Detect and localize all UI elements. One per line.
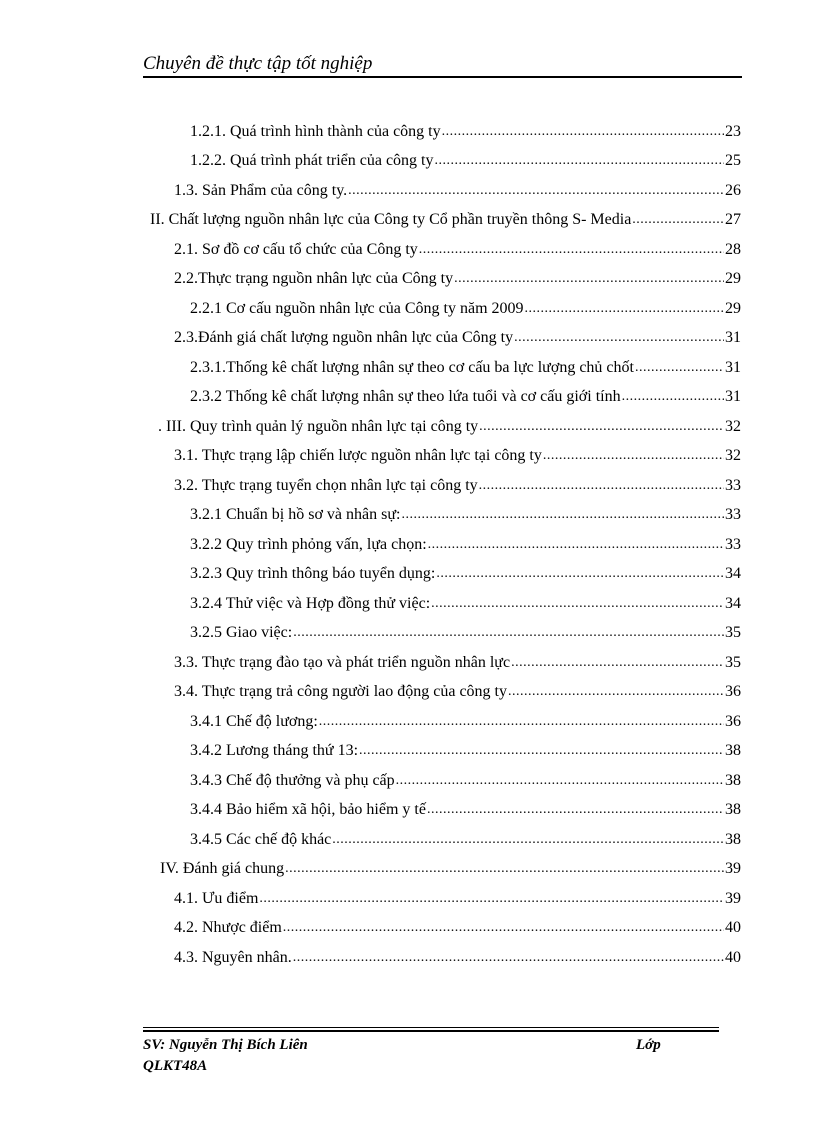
toc-dot-leader — [319, 712, 724, 732]
toc-page-number: 39 — [725, 889, 741, 907]
toc-page-number: 35 — [725, 653, 741, 671]
toc-page-number: 40 — [725, 919, 741, 937]
toc-entry-title: 1.3. Sản Phẩm của công ty. — [174, 181, 348, 199]
toc-entry[interactable] — [174, 648, 741, 678]
toc-entry-title: 1.2.2. Quá trình phát triển của công ty — [190, 152, 434, 170]
toc-dot-leader — [283, 918, 724, 938]
toc-page-number: 38 — [725, 801, 741, 819]
toc-page-number: 26 — [725, 181, 741, 199]
toc-entry-title: 1.2.1. Quá trình hình thành của công ty — [190, 122, 441, 140]
toc-entry[interactable] — [190, 619, 741, 649]
toc-entry[interactable] — [190, 825, 741, 855]
toc-entry[interactable] — [174, 265, 741, 295]
toc-dot-leader — [514, 328, 724, 348]
toc-entry-title: IV. Đánh giá chung — [160, 860, 285, 878]
toc-dot-leader — [511, 653, 724, 673]
toc-entry[interactable] — [190, 796, 741, 826]
toc-entry-title: 3.2.4 Thử việc và Hợp đồng thử việc: — [190, 594, 431, 612]
toc-entry[interactable] — [174, 471, 741, 501]
toc-entry-title: 3.1. Thực trạng lập chiến lược nguồn nhân lực tại công ty — [174, 447, 542, 465]
toc-dot-leader — [419, 240, 724, 260]
toc-entry[interactable] — [150, 206, 741, 236]
toc-page-number: 40 — [725, 948, 741, 966]
footer-class-code: QLKT48A — [143, 1058, 208, 1074]
toc-page-number: 29 — [725, 299, 741, 317]
toc-dot-leader — [435, 151, 725, 171]
toc-dot-leader — [348, 181, 724, 201]
toc-dot-leader — [396, 771, 724, 791]
toc-entry-title: 3.4.5 Các chế độ khác — [190, 830, 332, 848]
toc-dot-leader — [359, 741, 724, 761]
toc-dot-leader — [332, 830, 724, 850]
toc-page-number: 38 — [725, 771, 741, 789]
toc-entry[interactable] — [190, 147, 741, 177]
footer-student-name: SV: Nguyễn Thị Bích Liên — [143, 1037, 308, 1053]
toc-entry[interactable] — [190, 501, 741, 531]
toc-page-number: 33 — [725, 476, 741, 494]
toc-dot-leader — [293, 623, 724, 643]
toc-entry[interactable] — [174, 943, 741, 973]
toc-dot-leader — [635, 358, 724, 378]
toc-entry-title: 2.2.1 Cơ cấu nguồn nhân lực của Công ty năm 2009 — [190, 299, 524, 317]
toc-entry-title: 2.2.Thực trạng nguồn nhân lực của Công ty — [174, 270, 454, 288]
toc-dot-leader — [543, 446, 724, 466]
toc-page-number: 35 — [725, 624, 741, 642]
toc-dot-leader — [259, 889, 724, 909]
toc-entry-title: 2.3.2 Thống kê chất lượng nhân sự theo lứa tuổi và cơ cấu giới tính — [190, 388, 621, 406]
toc-page-number: 32 — [725, 417, 741, 435]
toc-entry-title: 2.1. Sơ đồ cơ cấu tổ chức của Công ty — [174, 240, 418, 258]
toc-entry[interactable] — [174, 235, 741, 265]
toc-entry-title: 3.4.1 Chế độ lương: — [190, 712, 318, 730]
toc-entry[interactable] — [174, 884, 741, 914]
toc-entry-title: II. Chất lượng nguồn nhân lực của Công ty Cổ phần truyền thông S- Media — [150, 211, 632, 229]
toc-dot-leader — [431, 594, 724, 614]
toc-entry-title: 3.2.2 Quy trình phỏng vấn, lựa chọn: — [190, 535, 427, 553]
toc-entry[interactable] — [190, 530, 741, 560]
toc-page-number: 33 — [725, 535, 741, 553]
toc-page-number: 31 — [725, 358, 741, 376]
toc-entry[interactable] — [190, 589, 741, 619]
toc-dot-leader — [479, 476, 724, 496]
toc-page-number: 39 — [725, 860, 741, 878]
toc-entry-title: 4.2. Nhược điểm — [174, 919, 282, 937]
toc-dot-leader — [436, 564, 724, 584]
toc-entry[interactable] — [174, 324, 741, 354]
toc-entry-title: 4.1. Ưu điểm — [174, 889, 259, 907]
toc-entry[interactable] — [190, 707, 741, 737]
toc-entry-title: 4.3. Nguyên nhân. — [174, 948, 292, 966]
toc-entry[interactable] — [190, 117, 741, 147]
toc-entry[interactable] — [174, 678, 741, 708]
toc-dot-leader — [442, 122, 724, 142]
toc-page-number: 23 — [725, 122, 741, 140]
toc-dot-leader — [622, 387, 724, 407]
toc-entry-title: 3.2.1 Chuẩn bị hồ sơ và nhân sự: — [190, 506, 401, 524]
toc-page-number: 31 — [725, 329, 741, 347]
toc-page-number: 31 — [725, 388, 741, 406]
toc-entry[interactable] — [174, 176, 741, 206]
toc-page-number: 28 — [725, 240, 741, 258]
toc-entry[interactable] — [190, 294, 741, 324]
toc-dot-leader — [401, 505, 724, 525]
toc-entry[interactable] — [174, 914, 741, 944]
footer-divider-thin — [143, 1027, 719, 1028]
toc-entry[interactable] — [190, 383, 741, 413]
toc-page-number: 33 — [725, 506, 741, 524]
toc-entry-title: 3.2.3 Quy trình thông báo tuyển dụng: — [190, 565, 436, 583]
toc-entry[interactable] — [158, 412, 741, 442]
toc-entry[interactable] — [190, 766, 741, 796]
toc-entry-title: 3.4.2 Lương tháng thứ 13: — [190, 742, 359, 760]
toc-entry-title: 3.4. Thực trạng trả công người lao động của công ty — [174, 683, 507, 701]
toc-entry[interactable] — [190, 560, 741, 590]
toc-entry-title: 3.2.5 Giao việc: — [190, 624, 293, 642]
toc-entry-title: 2.3.Đánh giá chất lượng nguồn nhân lực của Công ty — [174, 329, 514, 347]
toc-entry-title: 3.2. Thực trạng tuyển chọn nhân lực tại công ty — [174, 476, 478, 494]
toc-page-number: 38 — [725, 830, 741, 848]
toc-page-number: 34 — [725, 565, 741, 583]
toc-page-number: 36 — [725, 683, 741, 701]
toc-entry[interactable] — [160, 855, 741, 885]
toc-entry-title: 3.4.4 Bảo hiểm xã hội, bảo hiểm y tế — [190, 801, 426, 819]
toc-dot-leader — [525, 299, 724, 319]
toc-entry[interactable] — [174, 442, 741, 472]
toc-dot-leader — [285, 859, 724, 879]
toc-entry[interactable] — [190, 353, 741, 383]
table-of-contents — [0, 117, 816, 973]
toc-page-number: 36 — [725, 712, 741, 730]
footer-class-label: Lớp — [636, 1037, 661, 1053]
toc-dot-leader — [632, 210, 724, 230]
footer-divider-thick — [143, 1030, 719, 1032]
toc-page-number: 29 — [725, 270, 741, 288]
toc-dot-leader — [428, 535, 724, 555]
toc-dot-leader — [454, 269, 724, 289]
page-header — [143, 52, 743, 78]
toc-entry-title: 3.4.3 Chế độ thưởng và phụ cấp — [190, 771, 395, 789]
toc-dot-leader — [479, 417, 724, 437]
toc-entry-title: 3.3. Thực trạng đào tạo và phát triển nguồn nhân lực — [174, 653, 511, 671]
toc-page-number: 27 — [725, 211, 741, 229]
toc-entry-title: 2.3.1.Thống kê chất lượng nhân sự theo cơ cấu ba lực lượng chủ chốt — [190, 358, 634, 376]
toc-dot-leader — [508, 682, 724, 702]
toc-dot-leader — [427, 800, 724, 820]
toc-entry[interactable] — [190, 737, 741, 767]
toc-entry-title: . III. Quy trình quản lý nguồn nhân lực tại công ty — [158, 417, 479, 435]
document-title: Chuyên đề thực tập tốt nghiệp — [143, 53, 373, 74]
toc-page-number: 38 — [725, 742, 741, 760]
header-divider — [143, 76, 742, 78]
toc-page-number: 34 — [725, 594, 741, 612]
toc-dot-leader — [293, 948, 724, 968]
toc-page-number: 25 — [725, 152, 741, 170]
toc-page-number: 32 — [725, 447, 741, 465]
